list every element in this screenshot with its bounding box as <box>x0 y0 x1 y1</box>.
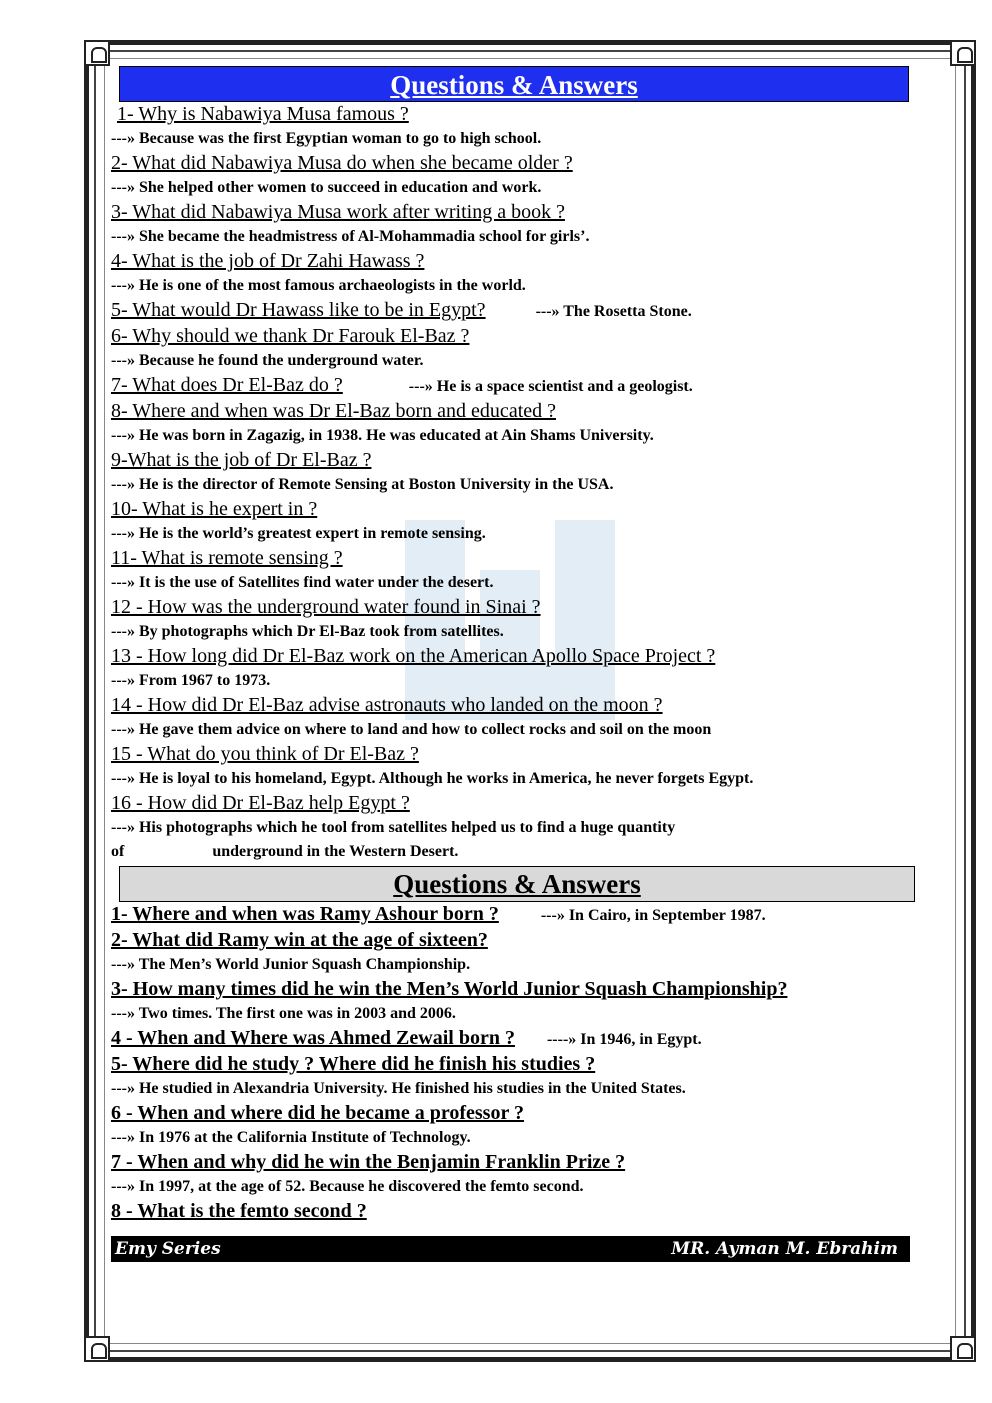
qa-item <box>111 1199 911 1224</box>
answer: ---» He is the world’s greatest expert in remote sensing. <box>111 525 486 542</box>
question: 7 - When and why did he win the Benjamin Franklin Prize ? <box>111 1151 626 1173</box>
question: 14 - How did Dr El-Baz advise astronauts who landed on the moon ? <box>111 694 663 716</box>
answer: ---» In 1976 at the California Institute of Technology. <box>111 1129 471 1146</box>
qa-item <box>111 791 911 864</box>
question: 5- Where did he study ? Where did he finish his studies ? <box>111 1053 596 1075</box>
qa-item <box>111 298 911 324</box>
answer: ---» She helped other women to succeed in education and work. <box>111 179 542 196</box>
qa-item <box>111 1026 911 1052</box>
qa-item <box>111 1101 911 1150</box>
answer: ---» In 1997, at the age of 52. Because he discovered the femto second. <box>111 1178 584 1195</box>
answer: ---» The Men’s World Junior Squash Championship. <box>111 956 471 973</box>
corner-ornament-icon <box>950 1336 976 1362</box>
answer-continued <box>111 840 911 864</box>
question: 2- What did Nabawiya Musa do when she became older ? <box>111 152 573 174</box>
qa-item <box>111 1150 911 1199</box>
answer: ----» In 1946, in Egypt. <box>546 1031 702 1048</box>
qa-item <box>111 497 911 546</box>
section-2-title: Questions & Answers <box>119 866 915 902</box>
section-1-title: Questions & Answers <box>119 66 909 102</box>
qa-item <box>111 249 911 298</box>
answer: ---» He is the director of Remote Sensing at Boston University in the USA. <box>111 476 614 493</box>
answer: ---» He gave them advice on where to land and how to collect rocks and soil on the moon <box>111 721 712 738</box>
qa-item <box>111 1052 911 1101</box>
question: 4 - When and Where was Ahmed Zewail born ? <box>111 1027 515 1049</box>
question: 12 - How was the underground water found in Sinai ? <box>111 596 541 618</box>
answer: ---» The Rosetta Stone. <box>535 303 692 320</box>
question: 7- What does Dr El-Baz do ? <box>111 374 343 396</box>
answer: ---» His photographs which he tool from satellites helped us to find a huge quantity <box>111 819 676 836</box>
qa-item <box>111 977 911 1026</box>
footer-series: Emy Series <box>115 1239 221 1259</box>
main-content <box>111 66 911 1224</box>
qa-item <box>111 742 911 791</box>
question: 2- What did Ramy win at the age of sixteen? <box>111 929 488 951</box>
answer: ---» He was born in Zagazig, in 1938. He was educated at Ain Shams University. <box>111 427 654 444</box>
question: 1- Where and when was Ramy Ashour born ? <box>111 903 499 925</box>
qa-item <box>111 151 911 200</box>
answer: ---» By photographs which Dr El-Baz took from satellites. <box>111 623 504 640</box>
answer: ---» She became the headmistress of Al-Mohammadia school for girls’. <box>111 228 590 245</box>
qa-item <box>111 644 911 693</box>
qa-item <box>111 324 911 373</box>
question: 3- How many times did he win the Men’s World Junior Squash Championship? <box>111 978 788 1000</box>
question: 10- What is he expert in ? <box>111 498 318 520</box>
answer: ---» He is loyal to his homeland, Egypt. Although he works in America, he never forgets Egypt. <box>111 770 754 787</box>
answer: ---» Two times. The first one was in 2003 and 2006. <box>111 1005 456 1022</box>
qa-item <box>111 928 911 977</box>
answer: ---» He is a space scientist and a geologist. <box>408 378 693 395</box>
answer: ---» Because was the first Egyptian woman to go to high school. <box>111 130 542 147</box>
answer-word: underground in the Western Desert. <box>212 843 459 860</box>
qa-item <box>111 373 911 399</box>
qa-item <box>111 546 911 595</box>
answer: ---» Because he found the underground water. <box>111 352 424 369</box>
answer-word: of <box>111 843 125 860</box>
footer-bar <box>111 1236 910 1262</box>
question: 15 - What do you think of Dr El-Baz ? <box>111 743 419 765</box>
qa-item <box>111 448 911 497</box>
question: 13 - How long did Dr El-Baz work on the American Apollo Space Project ? <box>111 645 716 667</box>
answer: ---» From 1967 to 1973. <box>111 672 271 689</box>
question: 8- Where and when was Dr El-Baz born and educated ? <box>111 400 556 422</box>
question: 6- Why should we thank Dr Farouk El-Baz ? <box>111 325 470 347</box>
qa-item <box>111 200 911 249</box>
question: 9-What is the job of Dr El-Baz ? <box>111 449 372 471</box>
answer: ---» He studied in Alexandria University. He finished his studies in the United States. <box>111 1080 686 1097</box>
answer: ---» In Cairo, in September 1987. <box>540 907 766 924</box>
corner-ornament-icon <box>950 40 976 66</box>
answer: ---» He is one of the most famous archaeologists in the world. <box>111 277 526 294</box>
qa-item <box>111 595 911 644</box>
question: 1- Why is Nabawiya Musa famous ? <box>117 103 409 125</box>
question: 6 - When and where did he became a professor ? <box>111 1102 524 1124</box>
question: 8 - What is the femto second ? <box>111 1200 367 1222</box>
question: 11- What is remote sensing ? <box>111 547 343 569</box>
qa-item <box>111 399 911 448</box>
question: 5- What would Dr Hawass like to be in Egypt? <box>111 299 486 321</box>
qa-item <box>111 693 911 742</box>
corner-ornament-icon <box>84 40 110 66</box>
question: 3- What did Nabawiya Musa work after writing a book ? <box>111 201 565 223</box>
question: 4- What is the job of Dr Zahi Hawass ? <box>111 250 425 272</box>
answer: ---» It is the use of Satellites find water under the desert. <box>111 574 494 591</box>
footer-author: MR. Ayman M. Ebrahim <box>671 1239 898 1259</box>
question: 16 - How did Dr El-Baz help Egypt ? <box>111 792 410 814</box>
qa-item <box>111 102 911 151</box>
corner-ornament-icon <box>84 1336 110 1362</box>
qa-item <box>111 902 911 928</box>
